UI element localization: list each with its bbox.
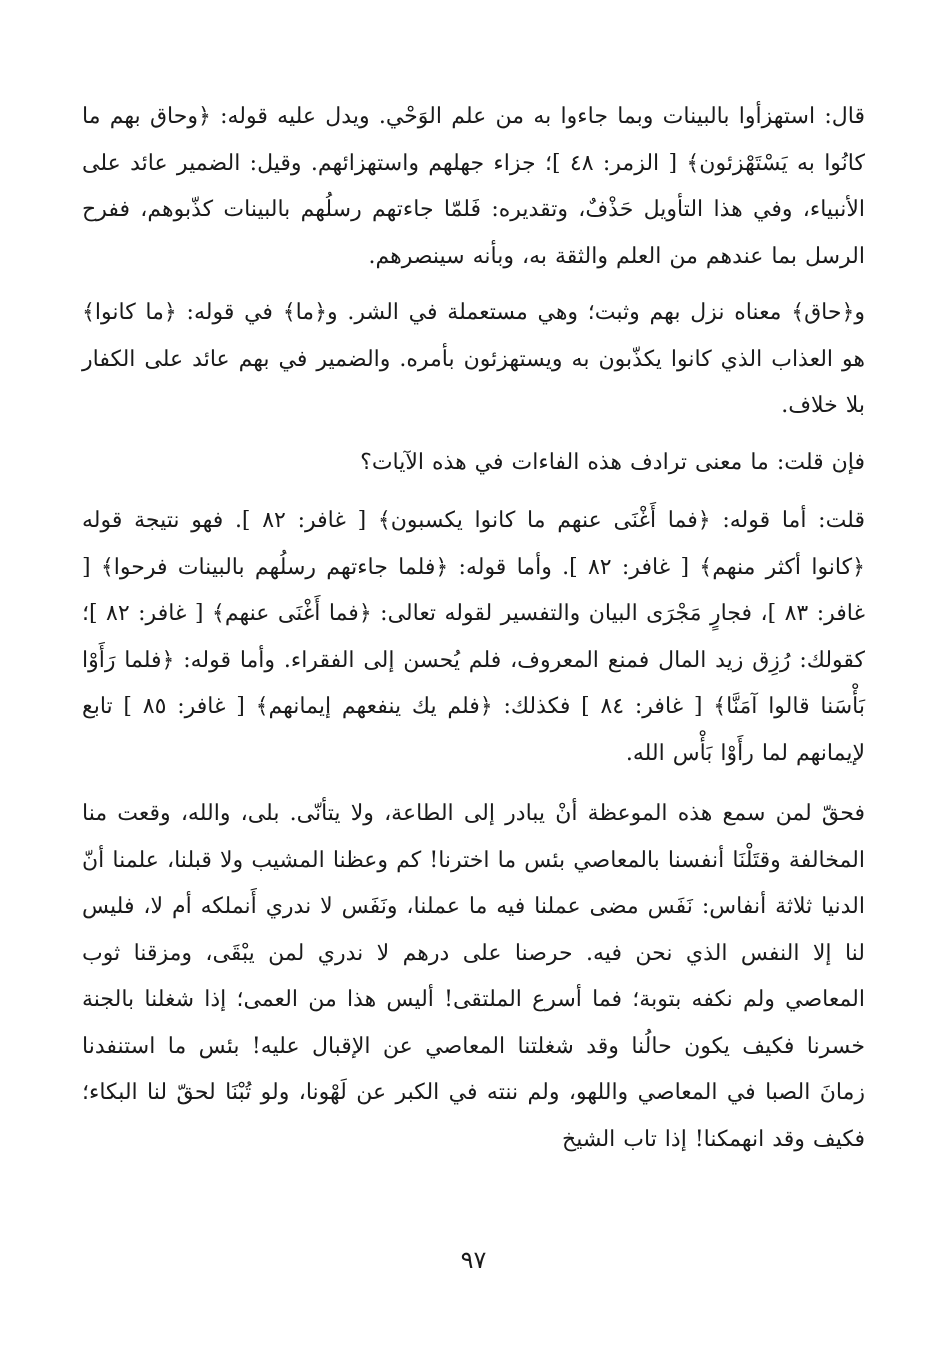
paragraph-1: قال: استهزأوا بالبينات وبما جاءوا به من علم الوَحْي. ويدل عليه قوله: ﴿وحاق بهم ما كانُوا به يَسْتَهْزئون﴾ [ الزمر: ٤٨ ]؛ جزاء جهلهم واستهزائهم. وقيل: الضمير عائد على الأنبياء، وفي هذا التأويل حَذْفٌ، وتقديره: فَلمّا جاءتهم رسلُهم بالبينات كذّبوهم، ففرح الرسل بما عندهم من العلم والثقة به، وبأنه سينصرهم. — [82, 104, 865, 269]
page-number: ٩٧ — [460, 1246, 487, 1274]
paragraph-4-answer: قلت: أما قوله: ﴿فما أَغْنَى عنهم ما كانوا يكسبون﴾ [ غافر: ٨٢ ]. فهو نتيجة قوله ﴿كانوا أكثر منهم﴾ [ غافر: ٨٢ ]. وأما قوله: ﴿فلما جاءتهم رسلُهم بالبينات فرحوا﴾ [ غافر: ٨٣ ]، فجارٍ مَجْرَى البيان والتفسير لقوله تعالى: ﴿فما أَغْنَى عنهم﴾ [ غافر: ٨٢ ]؛ كقولك: رُزِق زيد المال فمنع المعروف، فلم يُحسن إلى الفقراء. وأما قوله: ﴿فلما رَأَوْا بَأْسَنا قالوا آمَنَّا﴾ [ غافر: ٨٤ ] فكذلك: ﴿فلم يك ينفعهم إيمانهم﴾ [ غافر: ٨٥ ] تابع لإيمانهم لما رأَوْا بَأْس الله. — [82, 508, 865, 766]
page-text — [82, 94, 865, 1163]
paragraph-2: و﴿حاق﴾ معناه نزل بهم وثبت؛ وهي مستعملة في الشر. و﴿ما﴾ في قوله: ﴿ما كانوا﴾ هو العذاب الذي كانوا يكذّبون به ويستهزئون بأمره. والضمير في بهم عائد على الكفار بلا خلاف. — [82, 300, 865, 418]
paragraph-3-question: فإن قلت: ما معنى ترادف هذه الفاءات في هذه الآيات؟ — [360, 449, 865, 475]
paragraph-5: فحقّ لمن سمع هذه الموعظة أنْ يبادر إلى الطاعة، ولا يتأنّى. بلى، والله، وقعت منا المخالفة وقتَلْنَا أنفسنا بالمعاصي بئس ما اخترنا! كم وعظنا المشيب ولا قبلنا، علمنا أنّ الدنيا ثلاثة أنفاس: نَفَس مضى عملنا فيه ما عملنا، ونَفَس لا ندري أَنملكه أم لا، فليس لنا إلا النفس الذي نحن فيه. حرصنا على درهم لا ندري لمن يبْقَى، ومزقنا ثوب المعاصي ولم نكفه بتوبة؛ فما أسرع الملتقى! أليس هذا من العمى؛ إذا شغلنا بالجنة خسرنا فكيف يكون حالُنا وقد شغلتنا المعاصي عن الإقبال عليه! بئس ما استنفدنا زمانَ الصبا في المعاصي واللهو، ولم ننته في الكبر عن لَهْونا، ولو تُبْنَا لحقّ لنا البكاء؛ فكيف وقد انهمكنا! إذا تاب الشيخ — [82, 801, 865, 1152]
